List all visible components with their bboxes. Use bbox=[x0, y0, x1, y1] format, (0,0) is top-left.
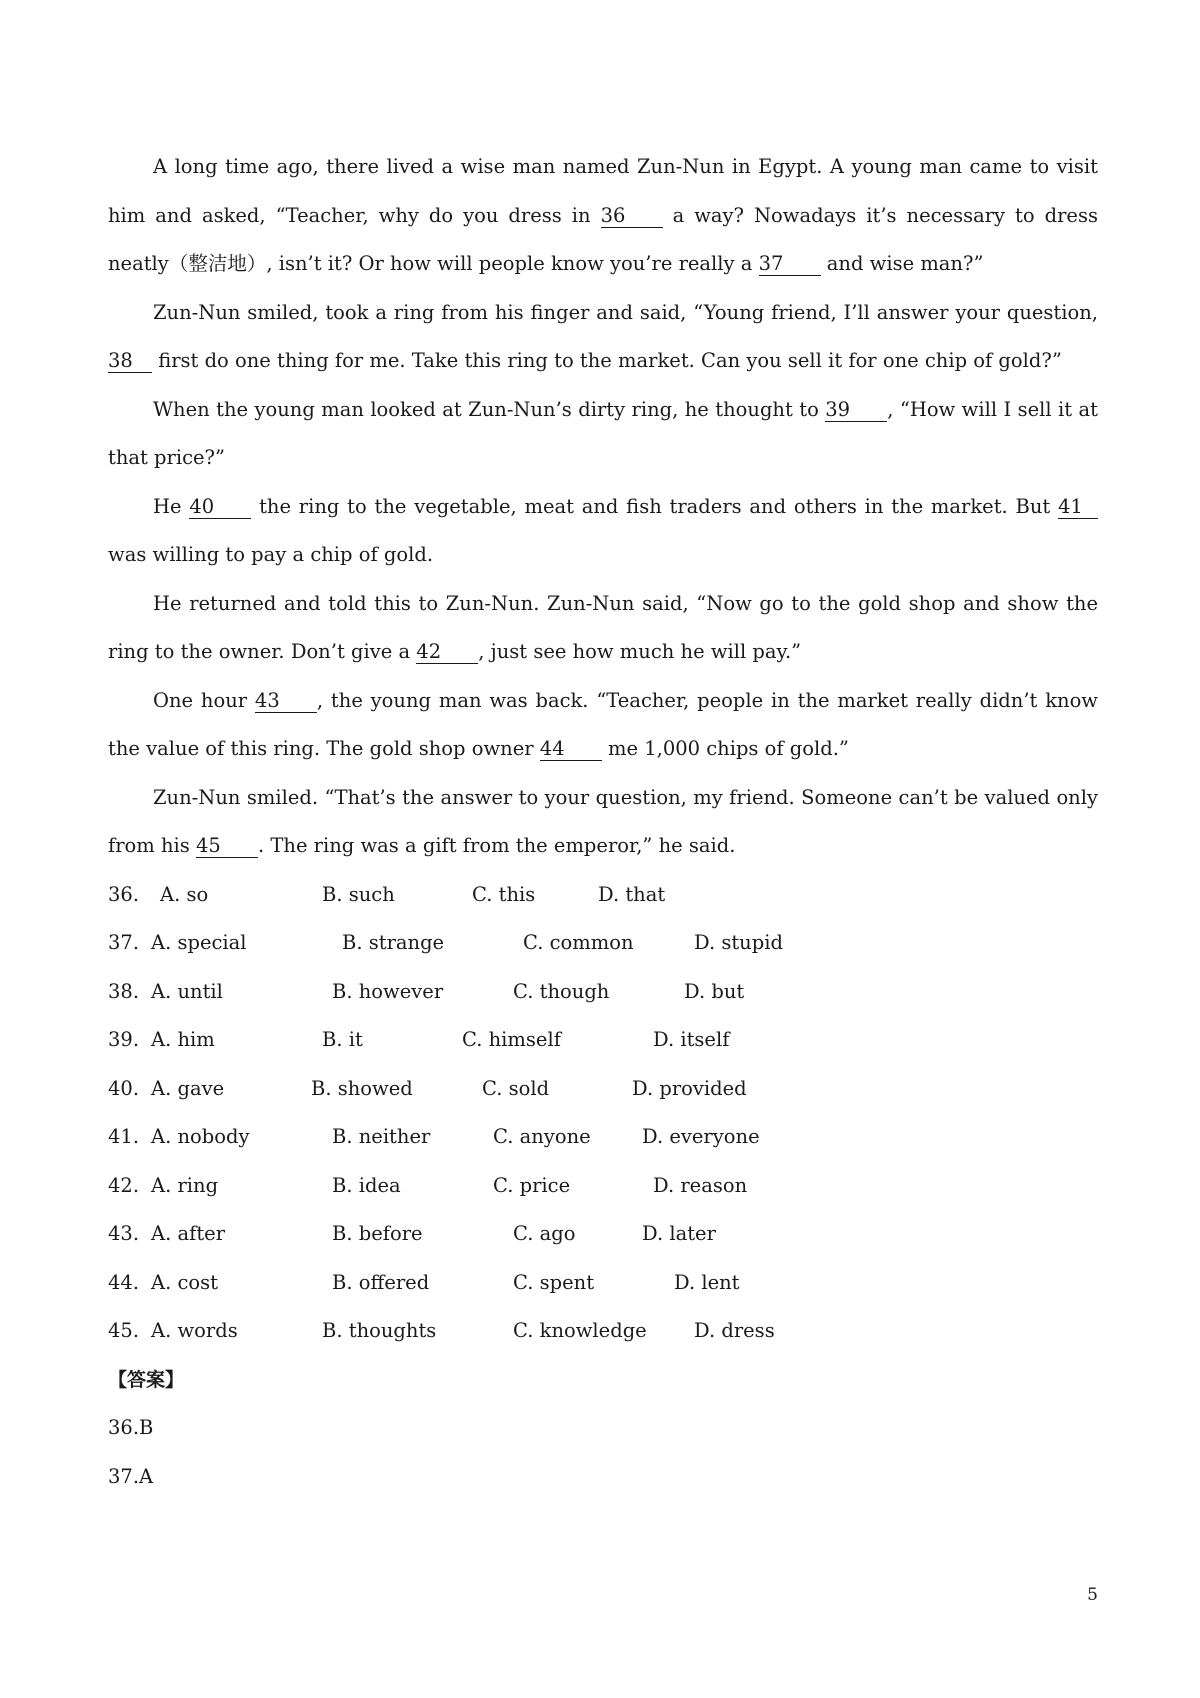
paragraph-1 bbox=[108, 143, 1098, 289]
blank-38: 38 bbox=[108, 350, 152, 373]
question-row bbox=[108, 1307, 1098, 1356]
question-row bbox=[108, 871, 1098, 920]
passage bbox=[108, 143, 1098, 871]
option-b: B. before bbox=[332, 1222, 423, 1245]
option-d: D. reason bbox=[653, 1173, 748, 1197]
option-d: D. lent bbox=[674, 1270, 740, 1294]
question-number: 42. bbox=[108, 1173, 140, 1197]
question-number: 37. bbox=[108, 931, 140, 954]
question-row bbox=[108, 968, 1098, 1017]
option-b: B. showed bbox=[311, 1076, 413, 1100]
option-d: D. but bbox=[684, 979, 745, 1003]
option-a: A. after bbox=[151, 1222, 226, 1245]
paragraph-2 bbox=[108, 289, 1098, 386]
option-b: B. idea bbox=[332, 1173, 401, 1197]
paragraph-5 bbox=[108, 580, 1098, 677]
option-d: D. itself bbox=[653, 1028, 730, 1051]
option-b: B. neither bbox=[332, 1125, 431, 1148]
paragraph-text: He returned and told this to Zun-Nun. Zun-Nun said, “Now go to the gold shop and show the ring to the owner. Don’t give a bbox=[108, 591, 1098, 663]
option-a: A. ring bbox=[151, 1173, 219, 1197]
paragraph-text: was willing to pay a chip of gold. bbox=[108, 543, 434, 566]
option-a: A. gave bbox=[151, 1076, 225, 1100]
question-row bbox=[108, 1065, 1098, 1114]
answer-heading: 【答案】 bbox=[108, 1368, 185, 1391]
option-c: C. common bbox=[523, 931, 634, 954]
paragraph-6 bbox=[108, 677, 1098, 774]
question-number: 39. bbox=[108, 1028, 140, 1051]
question-number: 40. bbox=[108, 1076, 140, 1100]
question-row bbox=[108, 1016, 1098, 1065]
option-c: C. anyone bbox=[493, 1125, 591, 1148]
option-c: C. this bbox=[472, 882, 536, 906]
blank-42: 42 bbox=[416, 641, 478, 664]
paragraph-4 bbox=[108, 483, 1098, 580]
option-a: A. words bbox=[151, 1319, 238, 1342]
question-row bbox=[108, 919, 1098, 968]
question-options bbox=[108, 871, 1098, 1356]
option-c: C. though bbox=[513, 979, 610, 1003]
question-number: 44. bbox=[108, 1270, 140, 1294]
paragraph-text: A long time ago, there lived a wise man named Zun-Nun in Egypt. A young man came to visit him and asked, “Teacher, why do you dress in bbox=[108, 155, 1098, 227]
paragraph-text: Zun-Nun smiled. “That’s the answer to your question, my friend. Someone can’t be valued only from his bbox=[108, 785, 1098, 857]
blank-39: 39 bbox=[825, 399, 887, 422]
question-number: 41. bbox=[108, 1125, 140, 1148]
option-a: A. special bbox=[151, 931, 247, 954]
option-a: A. nobody bbox=[151, 1125, 250, 1148]
option-a: A. so bbox=[160, 882, 209, 906]
paragraph-text: . The ring was a gift from the emperor,” he said. bbox=[257, 834, 736, 857]
paragraph-text: When the young man looked at Zun-Nun’s dirty ring, he thought to bbox=[153, 397, 826, 421]
option-c: C. spent bbox=[513, 1270, 595, 1294]
answer-item: 37.A bbox=[108, 1464, 154, 1488]
option-b: B. it bbox=[322, 1028, 363, 1051]
option-b: B. however bbox=[332, 979, 444, 1003]
option-b: B. offered bbox=[332, 1270, 430, 1294]
paragraph-text: the ring to the vegetable, meat and fish traders and others in the market. But bbox=[251, 494, 1059, 518]
paragraph-text: first do one thing for me. Take this ring to the market. Can you sell it for one chip of gold?” bbox=[152, 349, 1062, 372]
blank-36: 36 bbox=[601, 205, 663, 228]
option-a: A. cost bbox=[151, 1270, 218, 1294]
option-b: B. thoughts bbox=[322, 1319, 437, 1342]
blank-44: 44 bbox=[540, 738, 602, 761]
paragraph-text: a way? Nowadays it’s necessary to dress neatly（整洁地）, isn’t it? Or how will people know you’re really a bbox=[108, 203, 1098, 275]
question-number: 43. bbox=[108, 1222, 140, 1245]
option-c: C. himself bbox=[462, 1028, 561, 1051]
paragraph-text: One hour bbox=[153, 688, 255, 712]
option-c: C. price bbox=[493, 1173, 571, 1197]
option-c: C. knowledge bbox=[513, 1319, 647, 1342]
document-page bbox=[108, 143, 1098, 1501]
paragraph-text: , the young man was back. “Teacher, people in the market really didn’t know the value of this ring. The gold shop owner bbox=[108, 688, 1098, 760]
option-d: D. provided bbox=[632, 1076, 747, 1100]
question-number: 36. bbox=[108, 882, 140, 906]
paragraph-text: He bbox=[153, 494, 190, 518]
option-b: B. such bbox=[322, 882, 395, 906]
option-d: D. later bbox=[642, 1222, 716, 1245]
option-d: D. that bbox=[598, 882, 666, 906]
blank-37: 37 bbox=[759, 253, 821, 276]
option-c: C. ago bbox=[513, 1222, 576, 1245]
paragraph-7 bbox=[108, 774, 1098, 871]
paragraph-text: , just see how much he will pay.” bbox=[478, 640, 802, 663]
paragraph-text: and wise man?” bbox=[820, 252, 984, 275]
option-c: C. sold bbox=[482, 1076, 550, 1100]
paragraph-3 bbox=[108, 386, 1098, 483]
question-number: 45. bbox=[108, 1319, 140, 1342]
option-a: A. him bbox=[151, 1028, 215, 1051]
question-number: 38. bbox=[108, 979, 140, 1003]
question-row bbox=[108, 1210, 1098, 1259]
question-row bbox=[108, 1162, 1098, 1211]
option-b: B. strange bbox=[342, 931, 445, 954]
paragraph-text: Zun-Nun smiled, took a ring from his finger and said, “Young friend, I’ll answer your question, bbox=[153, 300, 1098, 324]
option-d: D. dress bbox=[694, 1319, 775, 1342]
option-d: D. everyone bbox=[642, 1125, 760, 1148]
option-a: A. until bbox=[151, 979, 223, 1003]
blank-43: 43 bbox=[255, 690, 317, 713]
question-row bbox=[108, 1259, 1098, 1308]
paragraph-text: me 1,000 chips of gold.” bbox=[601, 737, 849, 760]
paragraph-text: , “How will I sell it at that price?” bbox=[108, 397, 1098, 469]
page-number: 5 bbox=[1087, 1585, 1098, 1605]
blank-40: 40 bbox=[189, 496, 251, 519]
blank-41: 41 bbox=[1058, 496, 1098, 519]
option-d: D. stupid bbox=[694, 931, 783, 954]
blank-45: 45 bbox=[196, 835, 258, 858]
question-row bbox=[108, 1113, 1098, 1162]
answer-item: 36.B bbox=[108, 1416, 154, 1439]
